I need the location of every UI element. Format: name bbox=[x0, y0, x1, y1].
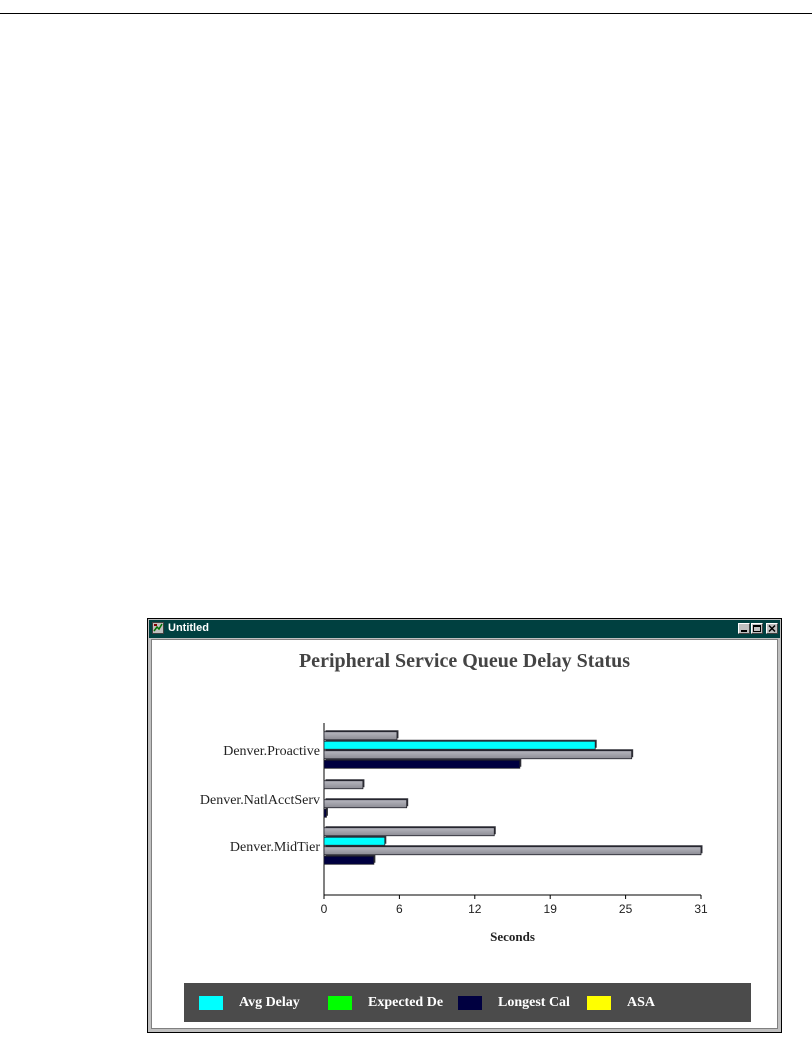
x-axis-title: Seconds bbox=[490, 929, 535, 944]
bar-expected-de-2 bbox=[324, 845, 703, 855]
maximize-button[interactable] bbox=[751, 623, 763, 634]
legend-swatch bbox=[199, 996, 223, 1010]
page-top-rule bbox=[0, 13, 812, 14]
window-title: Untitled bbox=[168, 622, 209, 634]
bar-asa-1 bbox=[324, 779, 364, 789]
minimize-button[interactable] bbox=[738, 623, 750, 634]
bar-longest-cal-2 bbox=[324, 855, 375, 865]
bar-longest-cal-0 bbox=[324, 759, 521, 769]
bar-chart bbox=[152, 640, 779, 1032]
bar-avg-delay-0 bbox=[324, 740, 597, 750]
x-tick-label: 19 bbox=[543, 902, 557, 916]
legend-label: Expected De bbox=[368, 995, 444, 1010]
close-icon bbox=[767, 624, 777, 633]
category-label: Denver.MidTier bbox=[229, 840, 320, 855]
bar-asa-0 bbox=[324, 730, 398, 740]
legend-swatch bbox=[587, 996, 611, 1010]
legend-swatch bbox=[458, 996, 482, 1010]
x-tick-label: 12 bbox=[468, 902, 482, 916]
bar-longest-cal-1 bbox=[324, 808, 328, 818]
legend-swatch bbox=[328, 996, 352, 1010]
category-label: Denver.Proactive bbox=[223, 744, 320, 759]
bar-expected-de-0 bbox=[324, 749, 633, 759]
legend-label: Avg Delay bbox=[239, 995, 300, 1010]
x-tick-label: 0 bbox=[320, 902, 328, 916]
x-tick-label: 25 bbox=[618, 902, 633, 916]
chart-title: Peripheral Service Queue Delay Status bbox=[298, 650, 631, 672]
bar-expected-de-1 bbox=[324, 798, 408, 808]
maximize-icon bbox=[752, 624, 762, 633]
window-titlebar[interactable] bbox=[149, 620, 780, 638]
category-label: Denver.NatlAcctServ bbox=[199, 793, 320, 808]
x-tick-label: 31 bbox=[694, 902, 708, 916]
chart-window bbox=[147, 618, 782, 1033]
app-icon[interactable] bbox=[152, 622, 164, 634]
minimize-icon bbox=[739, 624, 749, 633]
bar-asa-2 bbox=[324, 826, 496, 836]
bar-avg-delay-2 bbox=[324, 836, 386, 846]
chart-area bbox=[151, 639, 778, 1029]
chart-legend bbox=[184, 983, 751, 1022]
legend-label: Longest Cal bbox=[498, 995, 570, 1010]
x-tick-label: 6 bbox=[396, 902, 403, 916]
close-button[interactable] bbox=[766, 623, 778, 634]
legend-label: ASA bbox=[627, 995, 656, 1010]
